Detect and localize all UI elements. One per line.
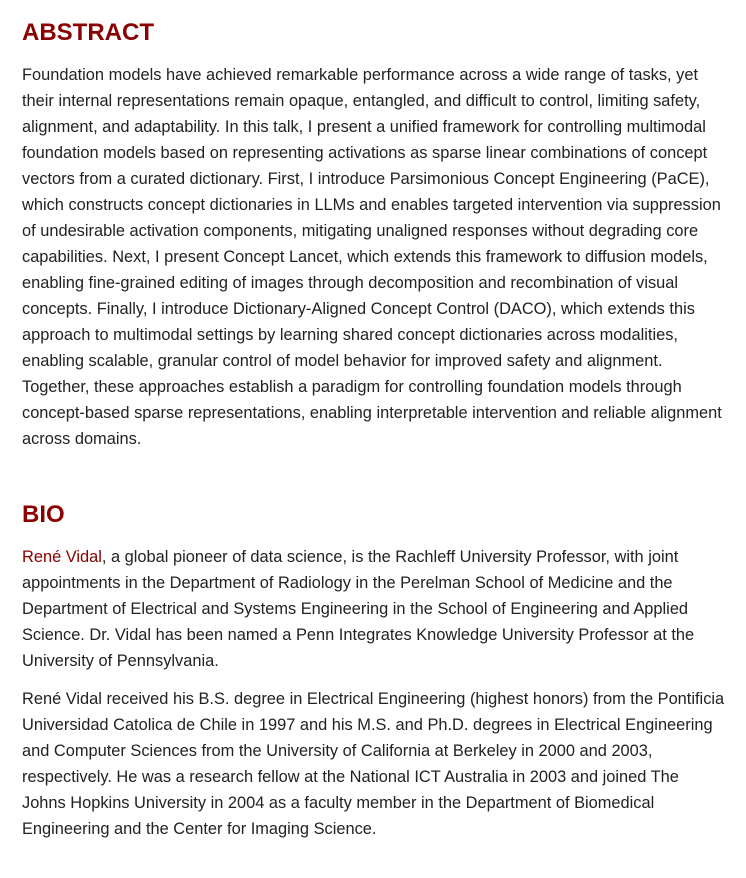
abstract-heading: ABSTRACT bbox=[22, 19, 154, 46]
bio-paragraph-1 bbox=[22, 544, 726, 674]
rene-vidal-link[interactable]: René Vidal bbox=[22, 548, 102, 566]
abstract-text: Foundation models have achieved remarkable performance across a wide range of tasks, yet their internal representations remain opaque, entangled, and difficult to control, limiting safety, alignment, and adaptability. In this talk, I present a unified framework for controlling multimodal foundation models based on representing activations as sparse linear combinations of concept vectors from a curated dictionary. First, I introduce Parsimonious Concept Engineering (PaCE), which constructs concept dictionaries in LLMs and enables targeted intervention via suppression of undesirable activation components, mitigating unaligned responses without degrading core capabilities. Next, I present Concept Lancet, which extends this framework to diffusion models, enabling fine-grained editing of images through decomposition and recombination of visual concepts. Finally, I introduce Dictionary-Aligned Concept Control (DACO), which extends this approach to multimodal settings by learning shared concept dictionaries across modalities, enabling scalable, granular control of model behavior for improved safety and alignment. Together, these approaches establish a paradigm for controlling foundation models through concept-based sparse representations, enabling interpretable intervention and reliable alignment across domains. bbox=[22, 66, 722, 448]
bio-paragraph-1-text: , a global pioneer of data science, is the Rachleff University Professor, with joint appointments in the Department of Radiology in the Perelman School of Medicine and the Department of Electrical and Systems Engineering in the School of Engineering and Applied Science. Dr. Vidal has been named a Penn Integrates Knowledge University Professor at the University of Pennsylvania. bbox=[22, 548, 695, 670]
bio-heading: BIO bbox=[22, 501, 65, 528]
bio-paragraph-2: René Vidal received his B.S. degree in Electrical Engineering (highest honors) from the Pontificia Universidad Catolica de Chile in 1997 and his M.S. and Ph.D. degrees in Electrical Engineering and Computer Sciences from the University of California at Berkeley in 2000 and 2003, respectively. He was a research fellow at the National ICT Australia in 2003 and joined The Johns Hopkins University in 2004 as a faculty member in the Department of Biomedical Engineering and the Center for Imaging Science. bbox=[22, 690, 725, 838]
